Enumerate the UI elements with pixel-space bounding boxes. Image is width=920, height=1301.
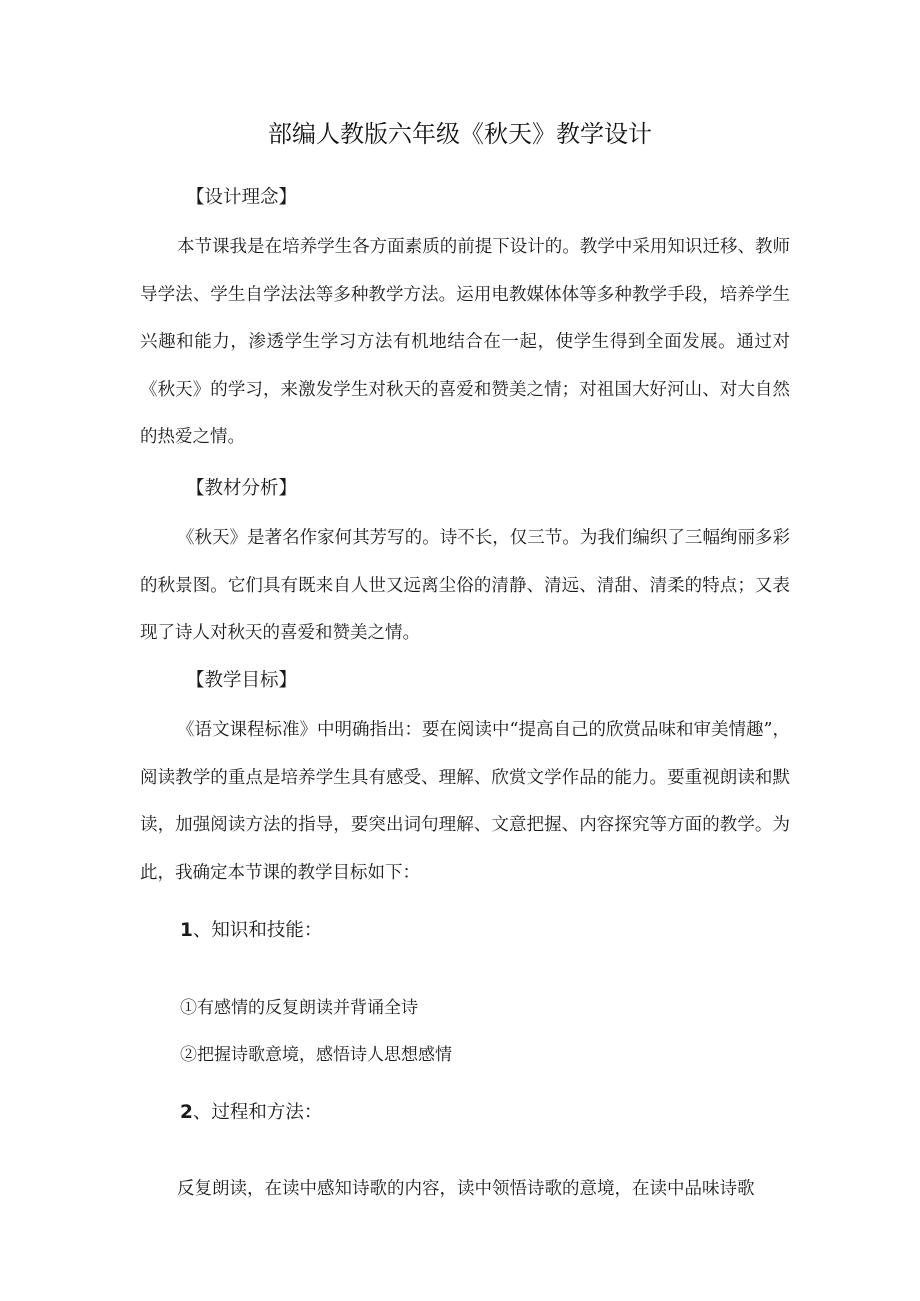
subheading-label: 、过程和方法： — [192, 1102, 323, 1123]
subheading-knowledge-skills — [180, 917, 322, 945]
section-heading-concept: 【设计理念】 — [186, 187, 298, 208]
document-title: 部编人教版六年级《秋天》教学设计 — [268, 120, 652, 148]
paragraph-process: 反复朗读，在读中感知诗歌的内容，读中领悟诗歌的意境，在读中品味诗歌 — [177, 1179, 755, 1199]
paragraph-goals: 《语文课程标准》中明确指出：要在阅读中“提高自己的欣赏品味和审美情趣”，阅读教学的重点是培养学生具有感受、理解、欣赏文学作品的能力。要重视朗读和默读，加强阅读方法的指导，要突出词句理解、文意把握、内容探究等方面的教学。为此，我确定本节课的教学目标如下： — [140, 720, 790, 883]
subheading-label: 、知识和技能： — [192, 920, 323, 941]
paragraph-analysis: 《秋天》是著名作家何其芳写的。诗不长，仅三节。为我们编织了三幅绚丽多彩的秋景图。它们具有既来自人世又远离尘俗的清静、清远、清甜、清柔的特点；又表现了诗人对秋天的喜爱和赞美之情。 — [140, 528, 790, 644]
list-item: ①有感情的反复朗读并背诵全诗 — [180, 998, 418, 1018]
section-heading-goals: 【教学目标】 — [186, 670, 298, 691]
list-item: ②把握诗歌意境，感悟诗人思想感情 — [180, 1045, 452, 1065]
paragraph-concept: 本节课我是在培养学生各方面素质的前提下设计的。教学中采用知识迁移、教师导学法、学生自学法法等多种教学方法。运用电教媒体体等多种教学手段，培养学生兴趣和能力，渗透学生学习方法有机地结合在一起，使学生得到全面发展。通过对《秋天》的学习，来激发学生对秋天的喜爱和赞美之情；对祖国大好河山、对大自然的热爱之情。 — [140, 237, 790, 448]
section-heading-analysis: 【教材分析】 — [186, 478, 298, 499]
subheading-process-methods — [180, 1099, 322, 1127]
subheading-number: 2 — [180, 1102, 193, 1123]
subheading-number: 1 — [180, 920, 193, 941]
